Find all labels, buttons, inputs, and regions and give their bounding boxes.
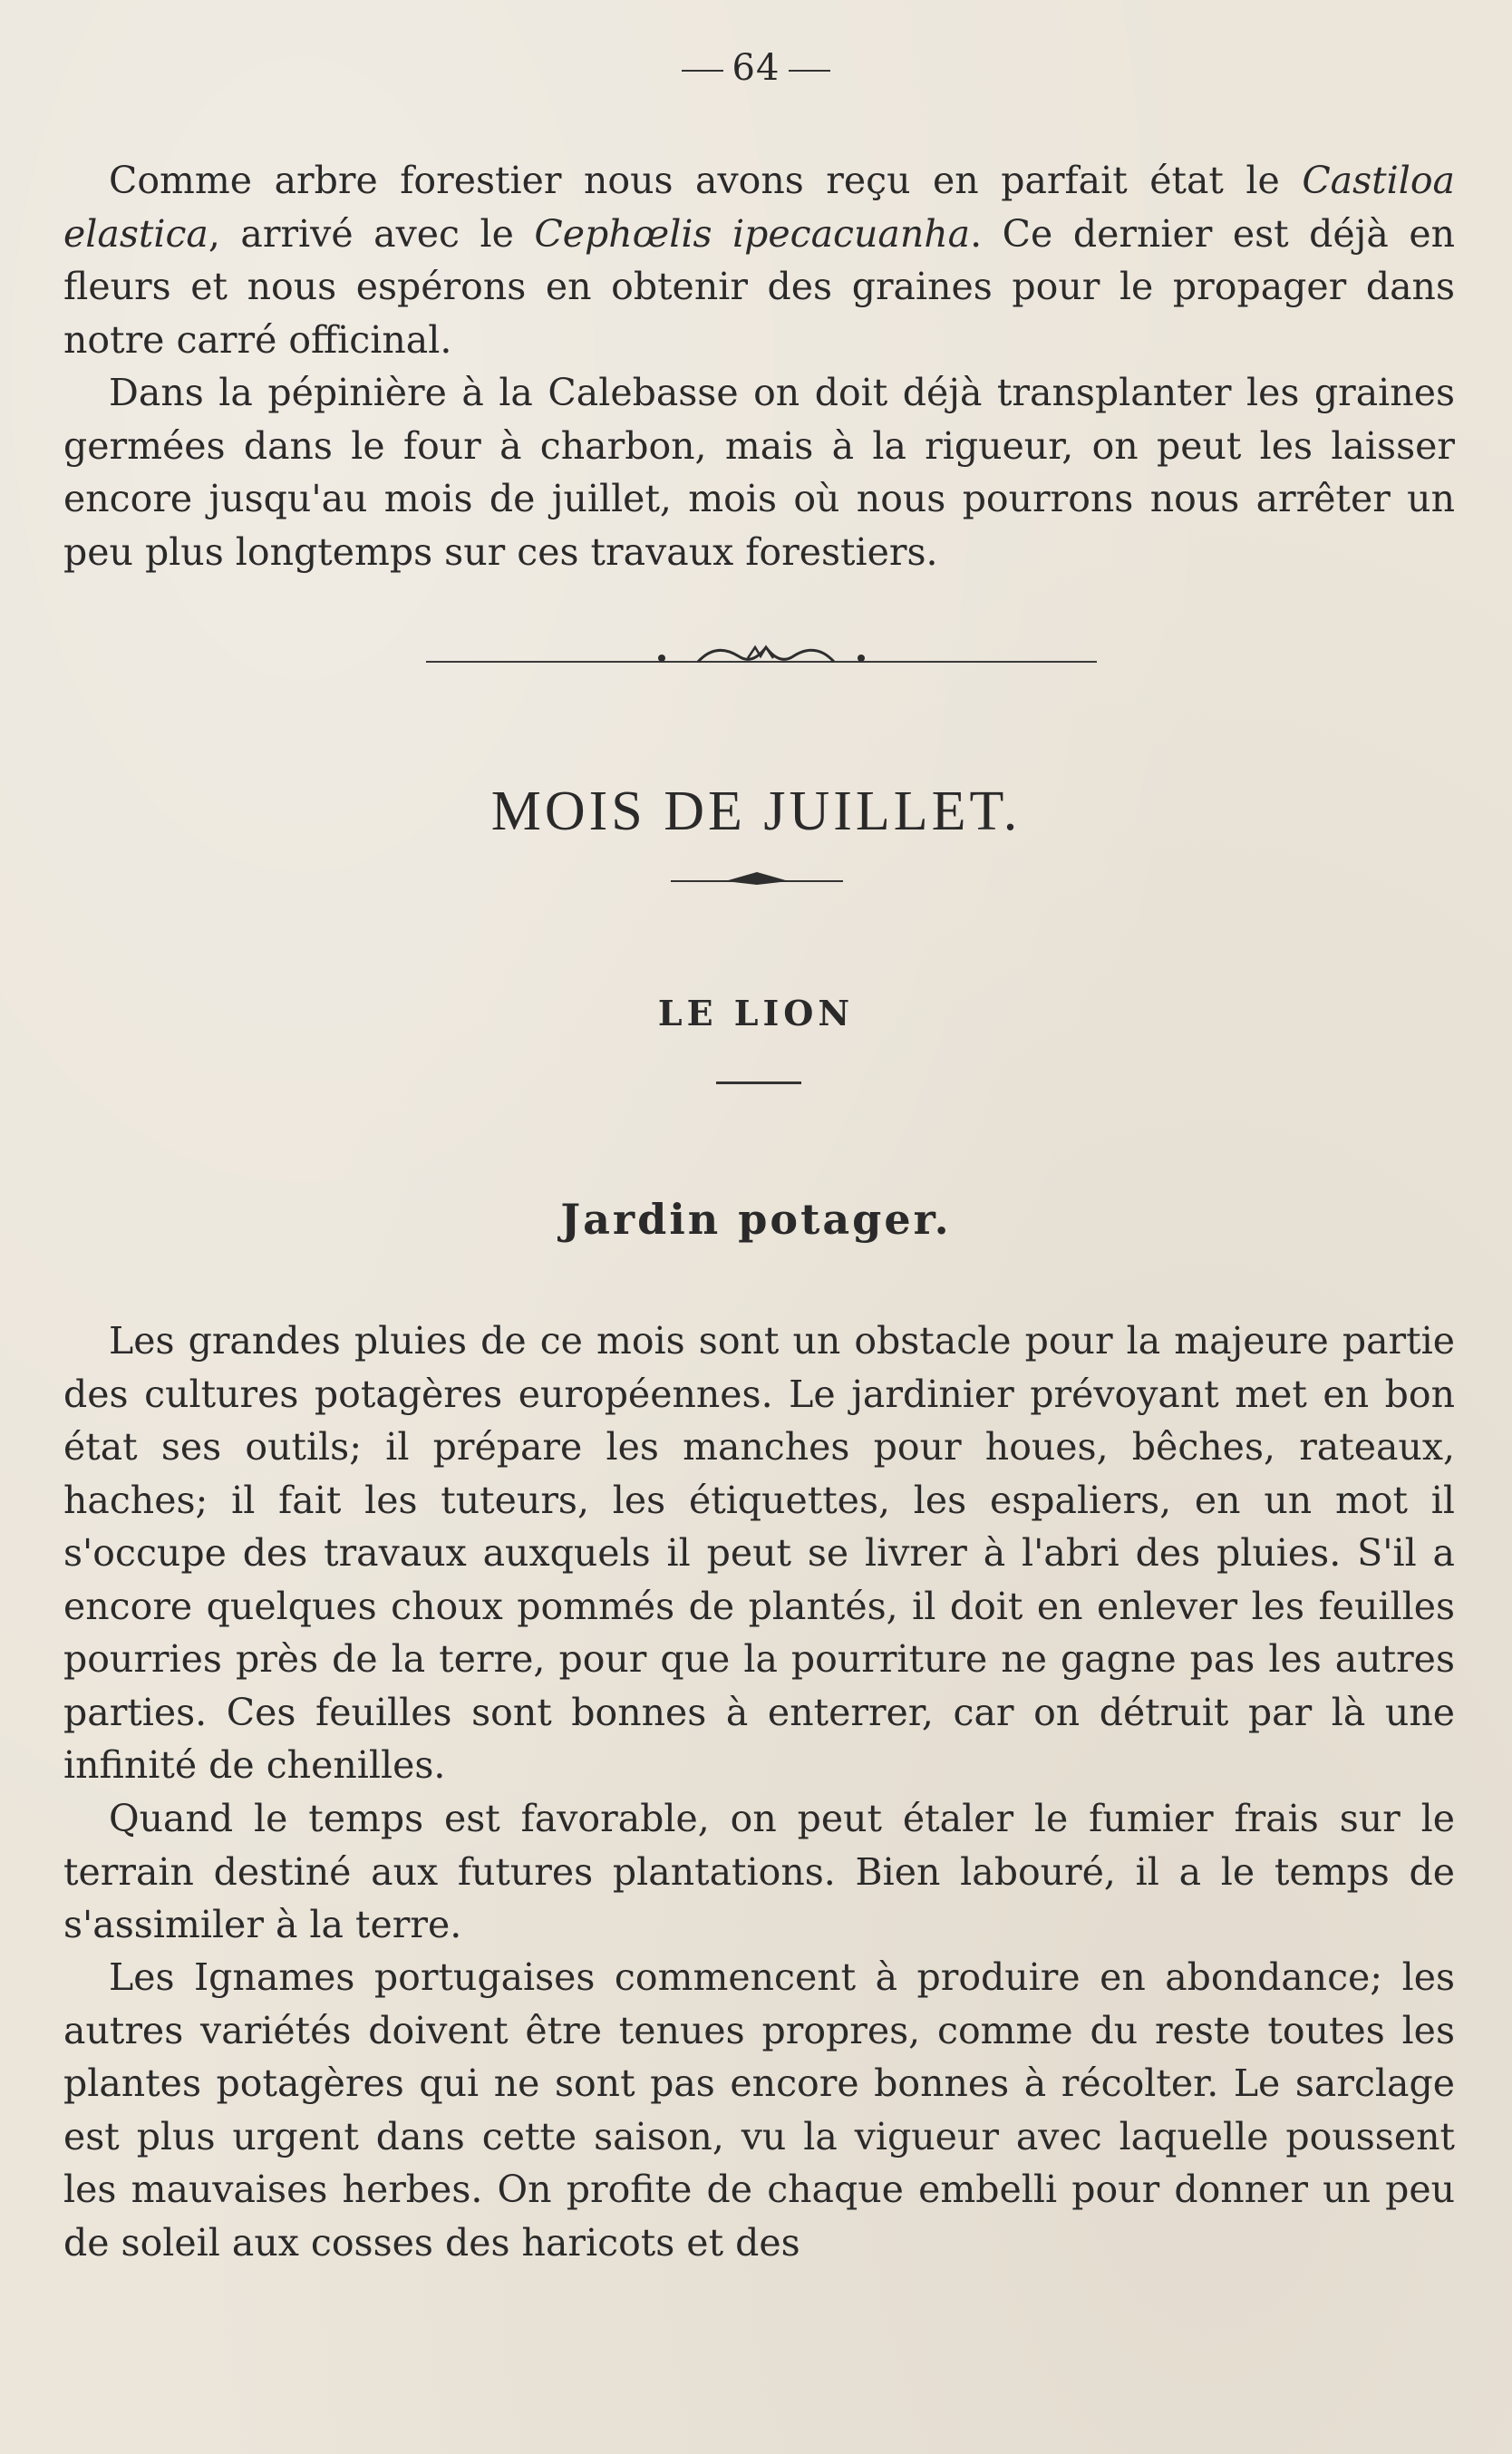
body-p2-text: Quand le temps est favorable, on peut étaler le fumier frais sur le terrain destiné aux futures plantations. Bien labouré, il a le temps de s'assimiler à la terre. xyxy=(63,1797,1455,1946)
intro-paragraph-1 xyxy=(63,154,1455,366)
page-number-left-dash xyxy=(682,70,723,72)
body-p1-text: Les grandes pluies de ce mois sont un obstacle pour la majeure partie des cultures potagères européennes. Le jardinier prévoyant met en bon état ses outils; il prépare les manches pour houes, bêches, rateaux, haches; il fait les tuteurs, les étiquettes, les espaliers, en un mot il s'occupe des travaux auxquels il peut se livrer à l'abri des pluies. S'il a encore quelques choux pommés de plantés, il doit en enlever les feuilles pourries près de la terre, pour que la pourriture ne gagne pas les autres parties. Ces feuilles sont bonnes à enterrer, car on détruit par là une infinité de chenilles. xyxy=(63,1319,1455,1787)
page-number xyxy=(0,47,1512,89)
page-number-value: 64 xyxy=(732,47,780,89)
intro-p2-text: Dans la pépinière à la Calebasse on doit déjà transplanter les graines germées dans le four à charbon, mais à la rigueur, on peut les laisser encore jusqu'au mois de juillet, mois où nous pourrons nous arrêter un peu plus longtemps sur ces travaux forestiers. xyxy=(63,371,1455,574)
body-paragraph-1 xyxy=(63,1314,1455,1792)
chapter-title: MOIS DE JUILLET. xyxy=(490,781,1022,842)
body-paragraph-2 xyxy=(63,1792,1455,1952)
intro-p1-text-1: Comme arbre forestier nous avons reçu en parfait état le xyxy=(109,159,1303,202)
decorative-divider-ornament xyxy=(426,636,1097,673)
intro-p1-italic-castiloa: Castiloa elastica xyxy=(63,159,1455,256)
page-number-right-dash xyxy=(789,70,830,72)
intro-p1-italic-cephaelis: Cephœlis ipecacuanha xyxy=(534,211,971,256)
body-p3-text: Les Ignames portugaises commencent à produire en abondance; les autres variétés doivent être tenues propres, comme du reste toutes les plantes potagères qui ne sont pas encore bonnes à récolter. Le sarclage est plus urgent dans cette saison, vu la vigueur avec laquelle poussent les mauvaises herbes. On profite de chaque embelli pour donner un peu de soleil aux cosses des haricots et des xyxy=(63,1955,1455,2265)
intro-p1-text-2: , arrivé avec le xyxy=(208,211,535,256)
section-title: Jardin potager. xyxy=(560,1195,952,1244)
intro-paragraph-2 xyxy=(63,366,1455,578)
body-paragraph-3 xyxy=(63,1951,1455,2269)
title-rule-ornament xyxy=(671,870,843,888)
intro-p1-text-3: . Ce dernier est déjà en fleurs et nous espérons en obtenir des graines pour le propager dans notre carré officinal. xyxy=(63,211,1455,362)
zodiac-sign-heading: LE LION xyxy=(657,993,855,1033)
sign-rule xyxy=(716,1082,801,1084)
